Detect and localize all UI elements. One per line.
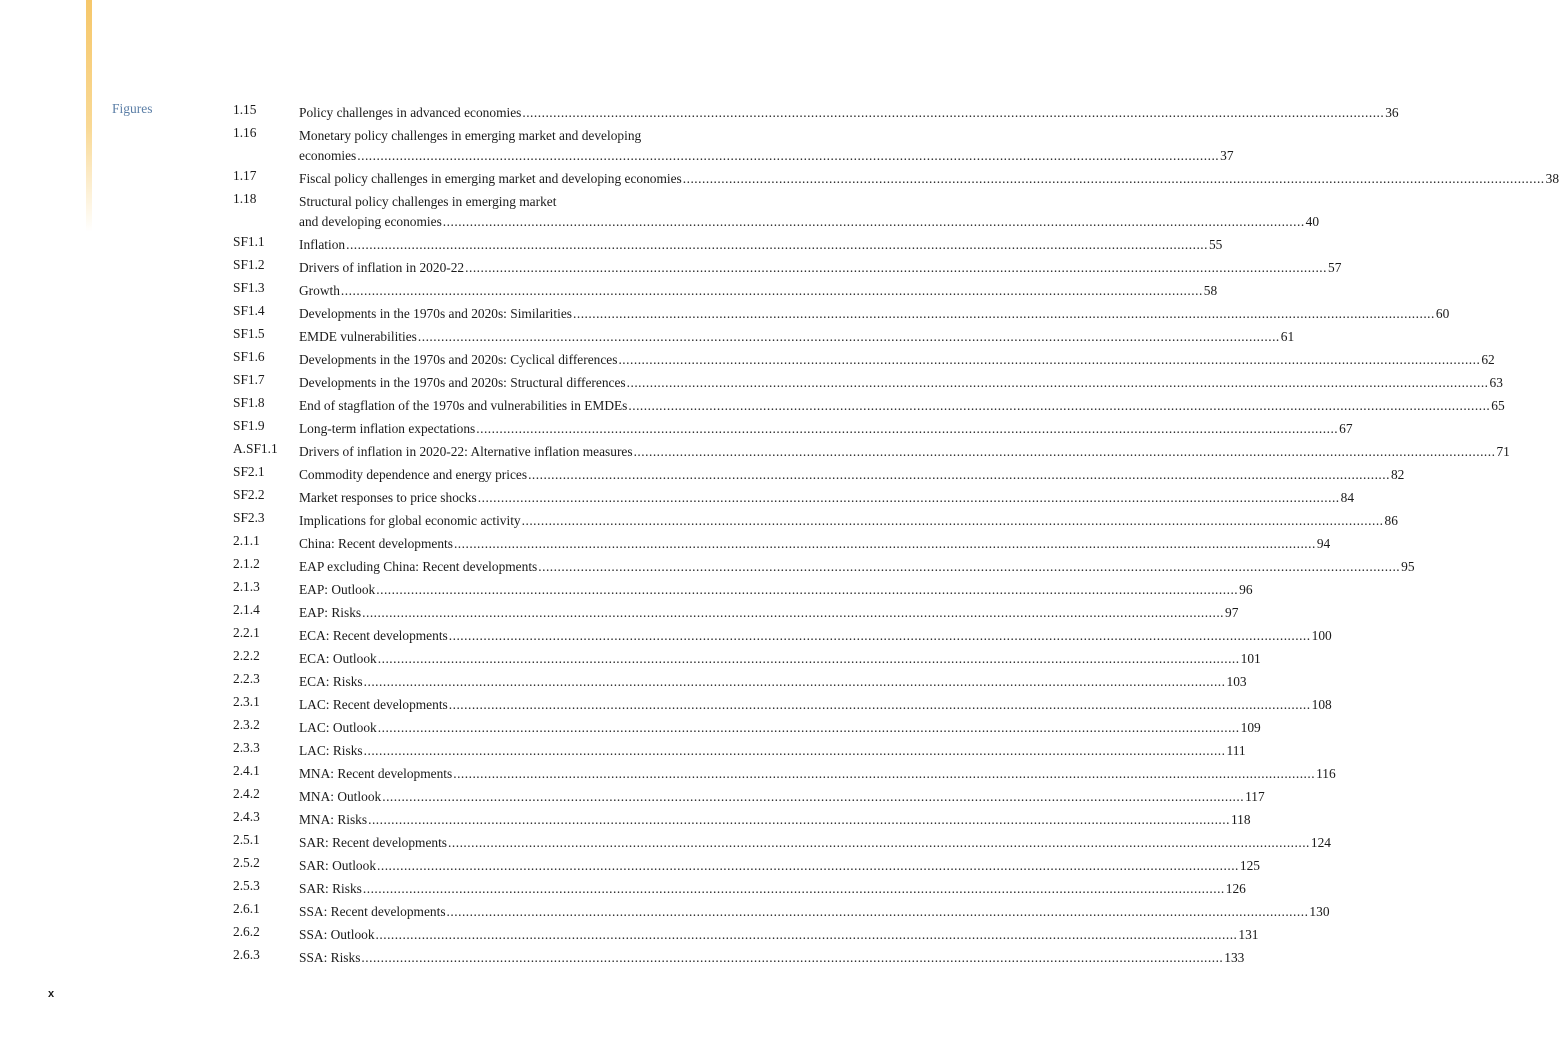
page-number: 37 (1220, 148, 1234, 163)
entry-body (299, 557, 1415, 577)
entry-body (299, 879, 1246, 899)
figure-title: Developments in the 1970s and 2020s: Structural differences (299, 375, 626, 390)
page-number: 60 (1435, 306, 1450, 321)
figure-title: LAC: Outlook (299, 720, 377, 735)
entry-body (299, 672, 1247, 692)
toc-entry[interactable] (233, 876, 1246, 899)
entry-body (299, 419, 1353, 439)
entry-line (299, 580, 1253, 600)
dot-leader (368, 810, 1230, 830)
figure-number: SF1.9 (233, 418, 265, 433)
toc-entry[interactable] (233, 166, 1559, 189)
figure-number: SF1.5 (233, 326, 265, 341)
figure-title: Developments in the 1970s and 2020s: Similarities (299, 306, 572, 321)
figure-title: SAR: Outlook (299, 858, 377, 873)
toc-entry[interactable] (233, 646, 1261, 669)
entry-line (299, 626, 1332, 646)
page-number: 126 (1225, 881, 1246, 896)
entry-body (299, 764, 1336, 784)
figure-title: EAP: Outlook (299, 582, 376, 597)
figure-title: Policy challenges in advanced economies (299, 105, 522, 120)
toc-entry[interactable] (233, 577, 1253, 600)
toc-entry[interactable] (233, 623, 1332, 646)
figure-number: 2.1.3 (233, 579, 260, 594)
figure-number: 2.1.2 (233, 556, 260, 571)
entry-line (299, 534, 1330, 554)
figure-title: SAR: Recent developments (299, 835, 448, 850)
entry-body (299, 695, 1332, 715)
figure-number: 2.5.2 (233, 855, 260, 870)
page-number: 65 (1491, 398, 1505, 413)
page-number: 95 (1401, 559, 1415, 574)
figure-number: 2.1.1 (233, 533, 260, 548)
figure-title: SSA: Recent developments (299, 904, 446, 919)
entry-body (299, 350, 1495, 370)
dot-leader (418, 327, 1280, 347)
page-number: 40 (1305, 214, 1320, 229)
page-number: 63 (1489, 375, 1503, 390)
entry-body (299, 902, 1330, 922)
page-number: 131 (1238, 927, 1259, 942)
dot-leader (378, 718, 1240, 738)
entry-line (299, 879, 1246, 899)
figure-number: 2.6.1 (233, 901, 260, 916)
figure-number: 1.18 (233, 191, 257, 206)
figure-title: LAC: Recent developments (299, 697, 448, 712)
toc-entry[interactable] (233, 899, 1330, 922)
dot-leader (522, 511, 1384, 531)
entry-line (299, 672, 1247, 692)
figure-title: Fiscal policy challenges in emerging market and developing economies (299, 171, 682, 186)
page-number: 84 (1340, 490, 1355, 505)
figure-title: Implications for global economic activity (299, 513, 521, 528)
toc-entry[interactable] (233, 232, 1223, 255)
figure-number: SF1.6 (233, 349, 265, 364)
page-number: 118 (1230, 812, 1251, 827)
dot-leader (634, 442, 1496, 462)
figure-number: SF2.1 (233, 464, 265, 479)
entry-line (299, 902, 1330, 922)
figure-number: 2.4.2 (233, 786, 260, 801)
figure-number: SF1.4 (233, 303, 265, 318)
figure-title: MNA: Outlook (299, 789, 382, 804)
figure-number: A.SF1.1 (233, 441, 278, 456)
dot-leader (447, 902, 1309, 922)
figure-title: SSA: Outlook (299, 927, 375, 942)
page-number: 71 (1496, 444, 1510, 459)
figure-number: SF1.7 (233, 372, 265, 387)
toc-entry[interactable] (233, 531, 1331, 554)
accent-bar (86, 0, 92, 232)
figure-title-line1: Monetary policy challenges in emerging market and developing (299, 128, 642, 143)
dot-leader (528, 465, 1390, 485)
figure-title: Drivers of inflation in 2020-22: Alternative inflation measures (299, 444, 633, 459)
dot-leader (465, 258, 1327, 278)
dot-leader (341, 281, 1203, 301)
figure-title: ECA: Risks (299, 674, 363, 689)
dot-leader (454, 534, 1316, 554)
toc-entry[interactable] (233, 784, 1265, 807)
figure-title: Commodity dependence and energy prices (299, 467, 528, 482)
dot-leader (364, 741, 1226, 761)
toc-entry[interactable] (233, 830, 1331, 853)
toc-entry[interactable] (233, 807, 1251, 830)
figure-number: SF1.8 (233, 395, 265, 410)
entry-line (299, 146, 1234, 166)
entry-body (299, 442, 1510, 462)
toc-entry[interactable] (233, 462, 1405, 485)
figure-number: SF2.3 (233, 510, 265, 525)
figure-title-line1: Structural policy challenges in emerging market (299, 194, 557, 209)
figure-title: Growth (299, 283, 340, 298)
dot-leader (522, 103, 1384, 123)
entry-body (299, 856, 1260, 876)
dot-leader (376, 925, 1238, 945)
toc-entry[interactable] (233, 347, 1495, 370)
figure-number: SF1.2 (233, 257, 265, 272)
page-number: 125 (1239, 858, 1260, 873)
dot-leader (364, 672, 1226, 692)
page-number: 116 (1316, 766, 1336, 781)
page-number: 97 (1225, 605, 1239, 620)
page-number: 67 (1339, 421, 1353, 436)
page-number: 36 (1385, 105, 1399, 120)
figure-number: 2.6.3 (233, 947, 260, 962)
page-number: 55 (1208, 237, 1223, 252)
entry-body (299, 603, 1238, 623)
dot-leader (453, 764, 1315, 784)
dot-leader (627, 373, 1489, 393)
entry-line (299, 557, 1415, 577)
figure-title: Long-term inflation expectations (299, 421, 476, 436)
toc-entry[interactable] (233, 301, 1450, 324)
entry-body (299, 925, 1259, 945)
entry-line (299, 948, 1244, 968)
entry-line (299, 764, 1336, 784)
entry-body (299, 258, 1341, 278)
dot-leader (476, 419, 1338, 439)
entry-body (299, 787, 1265, 807)
entry-line (299, 603, 1238, 623)
entry-line (299, 327, 1294, 347)
entry-line (299, 833, 1331, 853)
toc-entry[interactable] (233, 189, 1320, 232)
entry-line (299, 925, 1259, 945)
toc-entry[interactable] (233, 600, 1239, 623)
entry-line (299, 718, 1261, 738)
dot-leader (378, 649, 1240, 669)
toc-entry[interactable] (233, 715, 1261, 738)
page-number: 101 (1240, 651, 1261, 666)
toc-entry[interactable] (233, 669, 1247, 692)
entry-line (299, 212, 1319, 232)
entry-line (299, 511, 1398, 531)
dot-leader (478, 488, 1340, 508)
toc-entry[interactable] (233, 508, 1398, 531)
entry-body (299, 192, 1319, 232)
entry-body (299, 833, 1331, 853)
figure-number: SF1.1 (233, 234, 265, 249)
entry-line (299, 169, 1559, 189)
page-number: 57 (1328, 260, 1342, 275)
entry-body (299, 327, 1294, 347)
page-number: 133 (1224, 950, 1245, 965)
toc-entry[interactable] (233, 485, 1355, 508)
dot-leader (346, 235, 1208, 255)
dot-leader (448, 833, 1310, 853)
page-number: 94 (1316, 536, 1331, 551)
toc-entry[interactable] (233, 692, 1332, 715)
figure-number: 2.3.1 (233, 694, 260, 709)
toc-entry[interactable] (233, 370, 1503, 393)
page-number: 103 (1226, 674, 1247, 689)
figure-title: EAP excluding China: Recent developments (299, 559, 538, 574)
figure-number: 2.5.1 (233, 832, 260, 847)
entry-line (299, 787, 1265, 807)
entry-line (299, 741, 1246, 761)
entry-line (299, 396, 1505, 416)
entry-body (299, 718, 1261, 738)
entry-body (299, 626, 1332, 646)
figure-title: Market responses to price shocks (299, 490, 477, 505)
entry-body (299, 488, 1354, 508)
entry-line (299, 465, 1404, 485)
entry-body (299, 304, 1449, 324)
dot-leader (538, 557, 1400, 577)
dot-leader (382, 787, 1244, 807)
entry-body (299, 465, 1404, 485)
page-number: 100 (1311, 628, 1332, 643)
figure-title: ECA: Outlook (299, 651, 377, 666)
figure-title: SSA: Risks (299, 950, 361, 965)
entry-line (299, 281, 1217, 301)
entry-body (299, 534, 1330, 554)
figure-number: 2.2.2 (233, 648, 260, 663)
dot-leader (376, 580, 1238, 600)
page-number: 38 (1545, 171, 1559, 186)
toc-entry[interactable] (233, 922, 1259, 945)
toc-entry[interactable] (233, 945, 1245, 968)
entry-line (299, 695, 1332, 715)
section-label-figures: Figures (112, 101, 153, 116)
toc-entry[interactable] (233, 554, 1415, 577)
entry-body (299, 103, 1399, 123)
entry-line (299, 258, 1341, 278)
page-number: 86 (1384, 513, 1398, 528)
page-number: 109 (1240, 720, 1261, 735)
entry-body (299, 235, 1222, 255)
figure-number: 2.2.1 (233, 625, 260, 640)
figure-number: SF1.3 (233, 280, 265, 295)
page-number: 82 (1390, 467, 1405, 482)
toc-entry[interactable] (233, 324, 1295, 347)
figure-title: Inflation (299, 237, 346, 252)
entry-body (299, 810, 1251, 830)
toc-entry[interactable] (233, 255, 1342, 278)
dot-leader (361, 948, 1223, 968)
figure-number: 2.5.3 (233, 878, 260, 893)
figure-title: MNA: Recent developments (299, 766, 453, 781)
entry-line (299, 649, 1261, 669)
dot-leader (628, 396, 1490, 416)
figure-number: SF2.2 (233, 487, 265, 502)
entry-line (299, 488, 1354, 508)
entry-body (299, 649, 1261, 669)
figure-number: 2.2.3 (233, 671, 260, 686)
figure-number: 2.3.2 (233, 717, 260, 732)
figure-title: End of stagflation of the 1970s and vulnerabilities in EMDEs (299, 398, 628, 413)
page-folio: x (48, 988, 55, 1000)
dot-leader (377, 856, 1239, 876)
figure-number: 2.3.3 (233, 740, 260, 755)
figures-list (233, 100, 1559, 968)
figure-title: China: Recent developments (299, 536, 453, 551)
figure-title: EMDE vulnerabilities (299, 329, 417, 344)
entry-body (299, 511, 1398, 531)
figure-number: 1.17 (233, 168, 257, 183)
figure-number: 1.16 (233, 125, 257, 140)
dot-leader (618, 350, 1480, 370)
figure-number: 2.4.1 (233, 763, 260, 778)
figure-title: SAR: Risks (299, 881, 362, 896)
figure-number: 1.15 (233, 102, 257, 117)
toc-entry[interactable] (233, 738, 1246, 761)
entry-line (299, 235, 1222, 255)
entry-line (299, 442, 1510, 462)
entry-body (299, 580, 1253, 600)
page-number: 96 (1239, 582, 1253, 597)
entry-body (299, 741, 1246, 761)
figure-number: 2.1.4 (233, 602, 260, 617)
entry-body (299, 281, 1217, 301)
entry-line (299, 856, 1260, 876)
toc-entry[interactable] (233, 123, 1234, 166)
entry-body (299, 373, 1503, 393)
entry-body (299, 169, 1559, 189)
figure-title: EAP: Risks (299, 605, 362, 620)
page-number: 130 (1309, 904, 1330, 919)
figure-title: Developments in the 1970s and 2020s: Cyclical differences (299, 352, 618, 367)
figure-title: LAC: Risks (299, 743, 363, 758)
entry-body (299, 948, 1244, 968)
dot-leader (363, 879, 1225, 899)
figure-title: Drivers of inflation in 2020-22 (299, 260, 465, 275)
toc-entry[interactable] (233, 416, 1353, 439)
page-number: 62 (1481, 352, 1495, 367)
dot-leader (443, 212, 1305, 232)
entry-line (299, 350, 1495, 370)
toc-entry[interactable] (233, 439, 1510, 462)
dot-leader (449, 626, 1311, 646)
figure-number: 2.4.3 (233, 809, 260, 824)
entry-line (299, 810, 1251, 830)
figure-title: economies (299, 148, 357, 163)
toc-entry[interactable] (233, 278, 1218, 301)
entry-line (299, 419, 1353, 439)
dot-leader (357, 146, 1219, 166)
page-number: 124 (1310, 835, 1331, 850)
toc-entry[interactable] (233, 393, 1505, 416)
entry-line (299, 304, 1449, 324)
toc-entry[interactable] (233, 853, 1260, 876)
page-number: 58 (1203, 283, 1218, 298)
page-number: 61 (1280, 329, 1295, 344)
figure-title: MNA: Risks (299, 812, 368, 827)
page-number: 117 (1245, 789, 1265, 804)
dot-leader (683, 169, 1545, 189)
toc-entry[interactable] (233, 100, 1399, 123)
dot-leader (449, 695, 1311, 715)
toc-entry[interactable] (233, 761, 1336, 784)
dot-leader (573, 304, 1435, 324)
page-number: 111 (1226, 743, 1246, 758)
figure-title: ECA: Recent developments (299, 628, 448, 643)
figure-title: and developing economies (299, 214, 442, 229)
dot-leader (362, 603, 1224, 623)
entry-line (299, 373, 1503, 393)
entry-body (299, 126, 1234, 166)
page-number: 108 (1311, 697, 1332, 712)
figure-number: 2.6.2 (233, 924, 260, 939)
entry-line (299, 103, 1399, 123)
entry-body (299, 396, 1505, 416)
